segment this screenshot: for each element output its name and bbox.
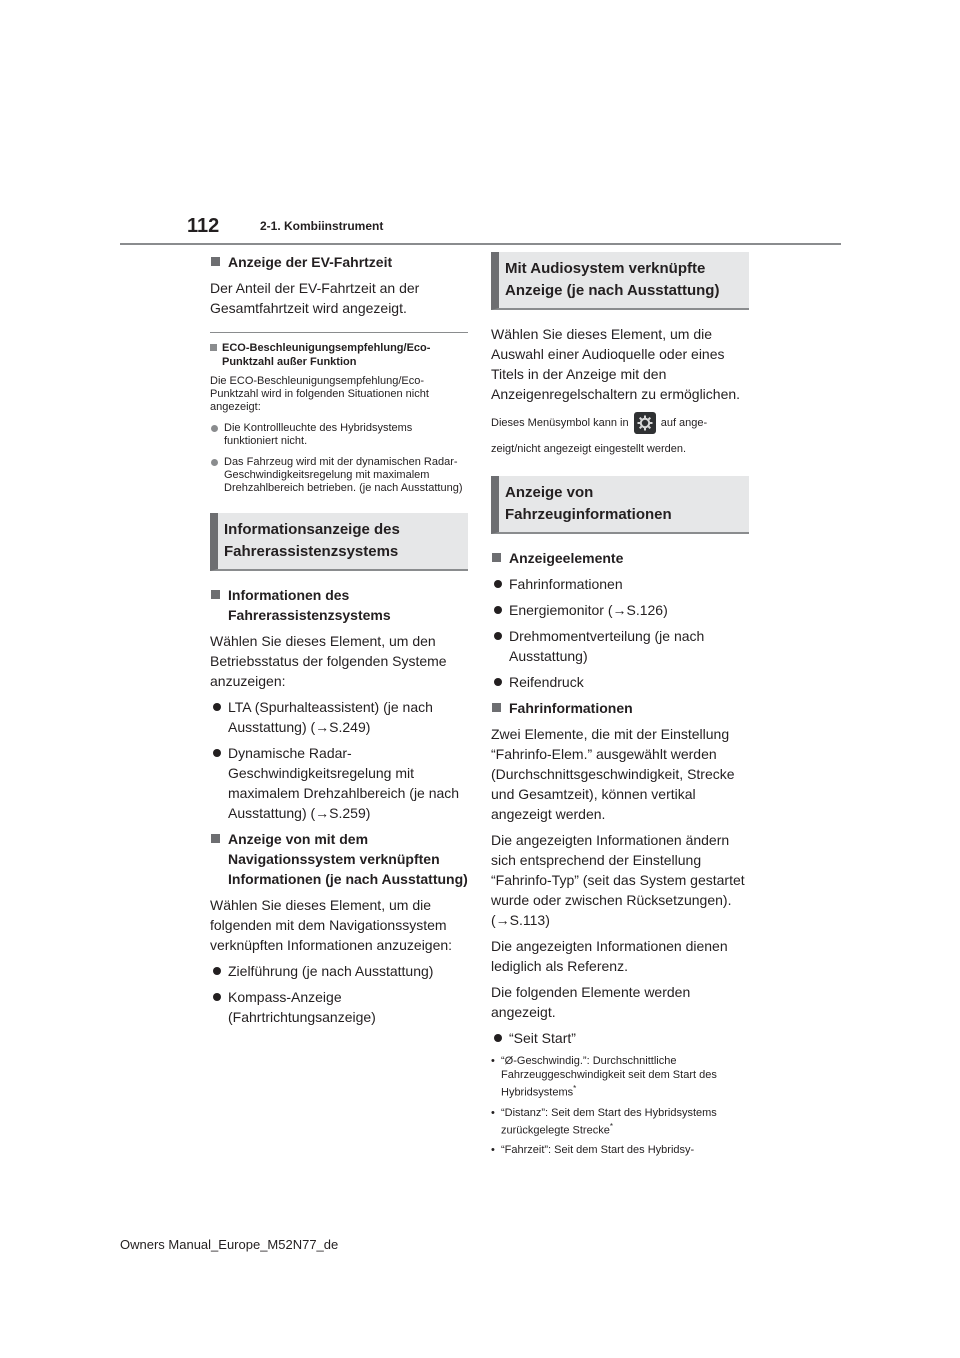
header-divider (120, 243, 841, 245)
audio-text: Wählen Sie dieses Element, um die Auswahl einer Audioquelle oder eines Titels in der Anzeige mit den Anzeigenregelschaltern zu ermöglichen. (491, 326, 741, 402)
menu-note-line2: zeigt/nicht angezeigt eingestellt werden. (491, 443, 687, 455)
note-box (210, 332, 468, 495)
sub-item: • “Fahrzeit”: Seit dem Start des Hybridsy- (491, 1143, 749, 1157)
settings-gear-icon (634, 412, 656, 434)
elements-bullet: Energiemonitor (→S.126) (491, 600, 749, 620)
ev-time-text: Der Anteil der EV-Fahrtzeit an der Gesamtfahrtzeit wird angezeigt. (210, 280, 420, 316)
elements-title: Anzeigeelemente (491, 548, 749, 568)
right-column (491, 252, 749, 1163)
note-bullet: Die Kontrollleuchte des Hybridsystems funktioniert nicht. (210, 422, 468, 448)
fahr-title: Fahrinformationen (491, 698, 749, 718)
fahr-text-4: Die folgenden Elemente werden angezeigt. (491, 984, 691, 1020)
info-text: Wählen Sie dieses Element, um den Betriebsstatus der folgenden Systeme anzuzeigen: (210, 633, 447, 689)
note-bullet: Das Fahrzeug wird mit der dynamischen Radar-Geschwindigkeitsregelung mit maximalem Drehzahlbereich betrieben. (je nach Ausstattung) (210, 456, 468, 495)
note-text: Die ECO-Beschleunigungsempfehlung/Eco-Punktzahl wird in folgenden Situationen nicht angezeigt: (210, 375, 429, 413)
section-title: 2-1. Kombiinstrument (260, 219, 384, 233)
fahr-text-3: Die angezeigten Informationen dienen lediglich als Referenz. (491, 938, 728, 974)
nav-bullet: Zielführung (je nach Ausstattung) (210, 961, 468, 981)
info-bullet: Dynamische Radar-Geschwindigkeitsregelung mit maximalem Drehzahlbereich (je nach Ausstattung) (→S.259) (210, 743, 468, 823)
sub-item: • “Distanz”: Seit dem Start des Hybridsystems zurückgelegte Strecke* (491, 1106, 749, 1138)
elements-bullet: Drehmomentverteilung (je nach Ausstattung) (491, 626, 749, 666)
info-title: Informationen des Fahrerassistenzsystems (210, 585, 468, 625)
menu-note-before: Dieses Menüsymbol kann in (491, 417, 629, 429)
fahr-text-1: Zwei Elemente, die mit der Einstellung “Fahrinfo-Elem.” ausgewählt werden (Durchschnittsgeschwindigkeit, Strecke und Gesamtzeit), können vertikal angezeigt werden. (491, 726, 735, 822)
menu-icon-note (491, 410, 749, 462)
heading-audio: Mit Audiosystem verknüpfte Anzeige (je nach Ausstattung) (491, 252, 749, 310)
nav-text: Wählen Sie dieses Element, um die folgenden mit dem Navigationssystem verknüpften Informationen anzuzeigen: (210, 897, 453, 953)
ev-time-title: Anzeige der EV-Fahrtzeit (210, 252, 468, 272)
nav-title: Anzeige von mit dem Navigationssystem verknüpften Informationen (je nach Ausstattung) (210, 829, 468, 889)
footer-text: Owners Manual_Europe_M52N77_de (120, 1237, 339, 1252)
sub-item: • “Ø-Geschwindig.”: Durchschnittliche Fahrzeuggeschwindigkeit seit dem Start des Hybridsystems* (491, 1054, 749, 1100)
seit-start-bullet: “Seit Start” (491, 1028, 749, 1048)
note-title: ECO-Beschleunigungsempfehlung/Eco-Punktzahl außer Funktion (210, 341, 468, 369)
fahr-text-2: Die angezeigten Informationen ändern sich entsprechend der Einstellung “Fahrinfo-Typ” (seit das System gestartet wurde oder zwischen Rücksetzungen). (→S.113) (491, 832, 745, 928)
info-bullet: LTA (Spurhalteassistent) (je nach Ausstattung) (→S.249) (210, 697, 468, 737)
elements-bullet: Reifendruck (491, 672, 749, 692)
nav-bullet: Kompass-Anzeige (Fahrtrichtungsanzeige) (210, 987, 468, 1027)
menu-note-after: auf ange- (660, 417, 708, 429)
elements-bullet: Fahrinformationen (491, 574, 749, 594)
heading-driver-assist: Informationsanzeige des Fahrerassistenzsystems (210, 513, 468, 571)
page-number: 112 (187, 215, 220, 237)
left-column (210, 252, 468, 1033)
heading-vehicle-info: Anzeige von Fahrzeuginformationen (491, 476, 749, 534)
